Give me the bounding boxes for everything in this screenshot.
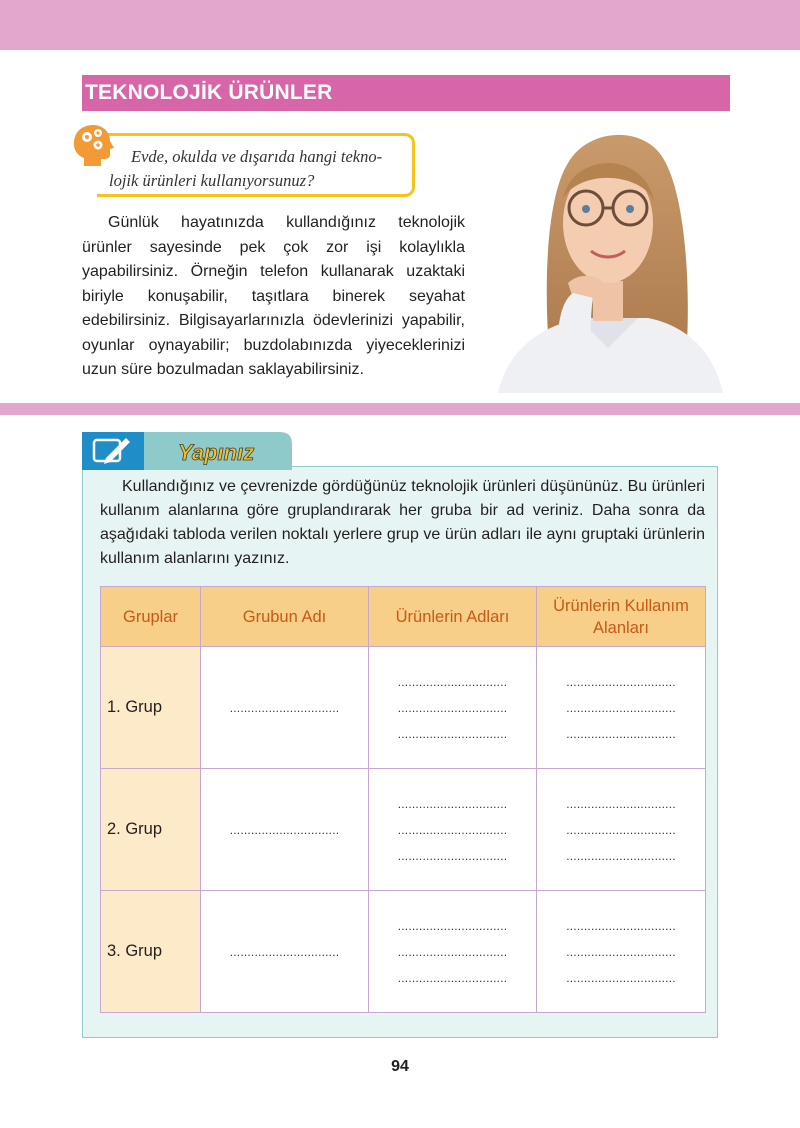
question-box [97,133,415,197]
usage-areas-blank[interactable]: ............................... ............................... ............................... [537,891,706,1013]
usage-areas-blank[interactable]: ............................... ............................... ............................... [537,769,706,891]
section-title: TEKNOLOJİK ÜRÜNLER [82,75,730,111]
activity-text: Kullandığınız ve çevrenizde gördüğünüz teknolojik ürünleri düşününüz. Bu ürünleri kullanım alanlarına göre gruplandırarak her gruba bir ad veriniz. Daha sonra da aşağıdaki tabloda verilen noktalı yerlere grup ve ürün adları ile aynı gruptaki ürünlerin kullanım alanlarını yazınız. [100,478,705,567]
group-name-blank[interactable]: ............................... [201,769,369,891]
product-names-blank[interactable]: ............................... ............................... ............................... [369,769,537,891]
usage-areas-blank[interactable]: ............................... ............................... ............................... [537,647,706,769]
table-row [101,891,706,1013]
group-label: 3. Grup [101,891,201,1013]
product-names-blank[interactable]: ............................... ............................... ............................... [369,891,537,1013]
middle-band [0,403,800,415]
intro-paragraph [82,211,465,383]
question-line-1: Evde, okulda ve dışarıda hangi tekno- [131,147,383,166]
product-names-blank[interactable]: ............................... ............................... ............................... [369,647,537,769]
table-header-row [101,587,706,647]
girl-with-glasses-photo [483,113,730,393]
table-row [101,769,706,891]
page-number: 94 [391,1058,409,1075]
activity-instructions [100,475,705,571]
header-gruplar: Gruplar [101,587,201,647]
header-urunlerin-adlari: Ürünlerin Adları [369,587,537,647]
group-label: 2. Grup [101,769,201,891]
intro-text: Günlük hayatınızda kullandığınız teknolojik ürünler sayesinde pek çok zor işi kolaylıkla yapabilirsiniz. Örneğin telefon kullanarak uzaktaki biriyle konuşabilir, taşıtlara binerek seyahat edebilirsiniz. Bilgisayarlarınızla ödevlerinizi yapabilir, oyunlar oynayabilir; buzdolabınızda yiyeceklerinizi uzun süre bozulmadan saklayabilirsiniz. [82,214,465,378]
head-gears-icon [70,122,116,168]
group-name-blank[interactable]: ............................... [201,891,369,1013]
activity-tab [82,432,292,470]
activity-tab-label: Yapınız [178,440,255,465]
group-name-blank[interactable]: ............................... [201,647,369,769]
group-label: 1. Grup [101,647,201,769]
top-band [0,0,800,50]
question-line-2: lojik ürünleri kullanıyorsunuz? [109,171,315,190]
activity-table [100,586,706,1013]
table-row [101,647,706,769]
header-grubun-adi: Grubun Adı [201,587,369,647]
header-kullanim-alanlari: Ürünlerin Kullanım Alanları [537,587,706,647]
